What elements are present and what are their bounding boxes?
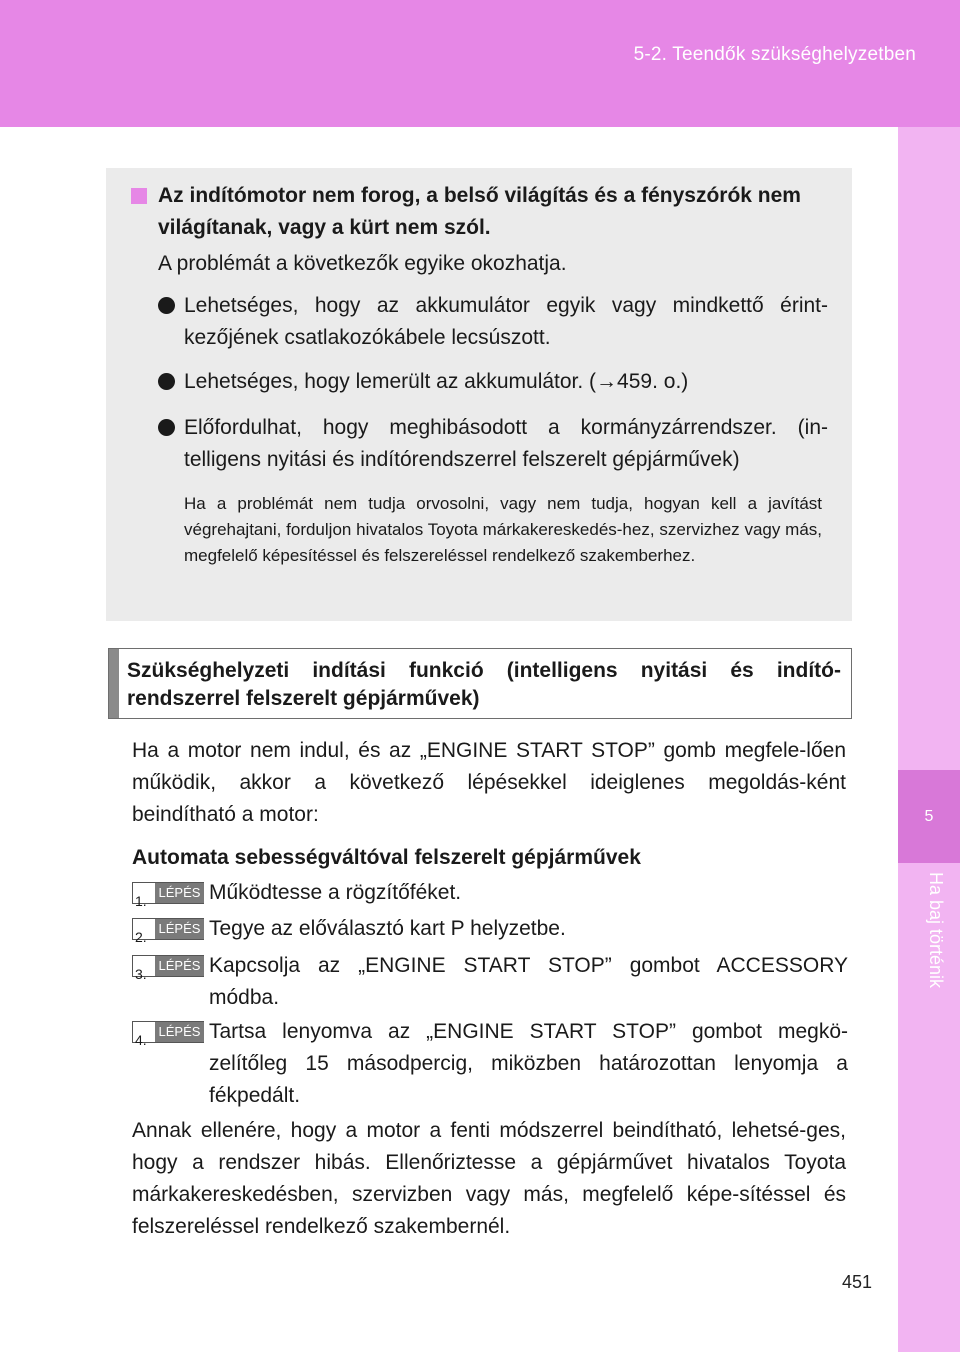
auto-transmission-heading: Automata sebességváltóval felszerelt gépjárművek (132, 846, 641, 869)
step-text: Kapcsolja az „ENGINE START STOP” gombot ACCESSORY módba. (209, 954, 848, 1009)
step-text: Tegye az előválasztó kart P helyzetbe. (209, 917, 566, 940)
step-number: 4. (135, 1032, 147, 1048)
side-tab (898, 127, 960, 1352)
list-item (158, 290, 828, 354)
step-label: LÉPÉS (155, 956, 204, 976)
section-title: 5-2. Teendők szükséghelyzetben (633, 44, 916, 65)
subheading-bar (109, 649, 119, 718)
step-label: LÉPÉS (155, 919, 204, 939)
list-item (158, 366, 828, 398)
intro-paragraph: Ha a motor nem indul, és az „ENGINE START STOP” gomb megfele-lően működik, akkor a következő lépésekkel ideiglenes megoldás-ként beindítható a motor: (132, 739, 846, 826)
bullet-dot-icon (158, 419, 175, 436)
step-number: 3. (135, 966, 147, 982)
list-item-text: Lehetséges, hogy lemerült az akkumulátor. (→459. o.) (184, 370, 689, 393)
step-badge (132, 882, 204, 909)
info-box-note: Ha a problémát nem tudja orvosolni, vagy nem tudja, hogyan kell a javítást végrehajtani, forduljon hivatalos Toyota márkakereskedés-hez, szervizhez vagy más, megfelelő képesítéssel és felszereléssel rendelkező szakemberhez. (184, 494, 822, 565)
step-item (132, 1016, 848, 1112)
step-number: 2. (135, 929, 147, 945)
list-item (158, 412, 828, 476)
closing-paragraph: Annak ellenére, hogy a motor a fenti módszerrel beindítható, lehetsé-ges, hogy a rendszer hibás. Ellenőriztesse a gépjárművet hivatalos Toyota márkakereskedésben, szervizben vagy más, megfelelő képe-sítéssel és felszereléssel rendelkező szakembernél. (132, 1119, 846, 1238)
step-text: Tartsa lenyomva az „ENGINE START STOP” gombot megkö-zelítőleg 15 másodpercig, miközben határozottan lenyomja a fékpedált. (209, 1020, 848, 1107)
chapter-name: Ha baj történik (926, 872, 946, 989)
bullet-dot-icon (158, 373, 175, 390)
info-box-heading-text: Az indítómotor nem forog, a belső világítás és a fényszórók nem világítanak, vagy a kürt nem szól. (158, 184, 801, 239)
step-badge (132, 918, 204, 945)
step-number: 1. (135, 893, 147, 909)
step-badge (132, 955, 204, 982)
bullet-dot-icon (158, 297, 175, 314)
info-box-intro: A problémát a következők egyike okozhatja. (158, 252, 567, 275)
list-item-text: Lehetséges, hogy az akkumulátor egyik vagy mindkettő érint-kezőjének csatlakozókábele lecsúszott. (184, 294, 828, 349)
step-item (132, 950, 848, 1014)
subheading-box (108, 648, 852, 719)
subheading: Szükséghelyzeti indítási funkció (intelligens nyitási és indító-rendszerrel felszerelt gépjárművek) (127, 659, 841, 710)
step-label: LÉPÉS (155, 1022, 204, 1042)
step-label: LÉPÉS (155, 883, 204, 903)
step-item (132, 877, 848, 909)
page-number: 451 (842, 1272, 873, 1292)
step-badge (132, 1021, 204, 1048)
chapter-number: 5 (924, 808, 934, 825)
step-item (132, 913, 848, 945)
list-item-text: Előfordulhat, hogy meghibásodott a kormányzárrendszer. (in-telligens nyitási és indítórendszerrel felszerelt gépjárművek) (184, 416, 828, 471)
info-box-heading (131, 180, 831, 244)
step-text: Működtesse a rögzítőféket. (209, 881, 462, 904)
